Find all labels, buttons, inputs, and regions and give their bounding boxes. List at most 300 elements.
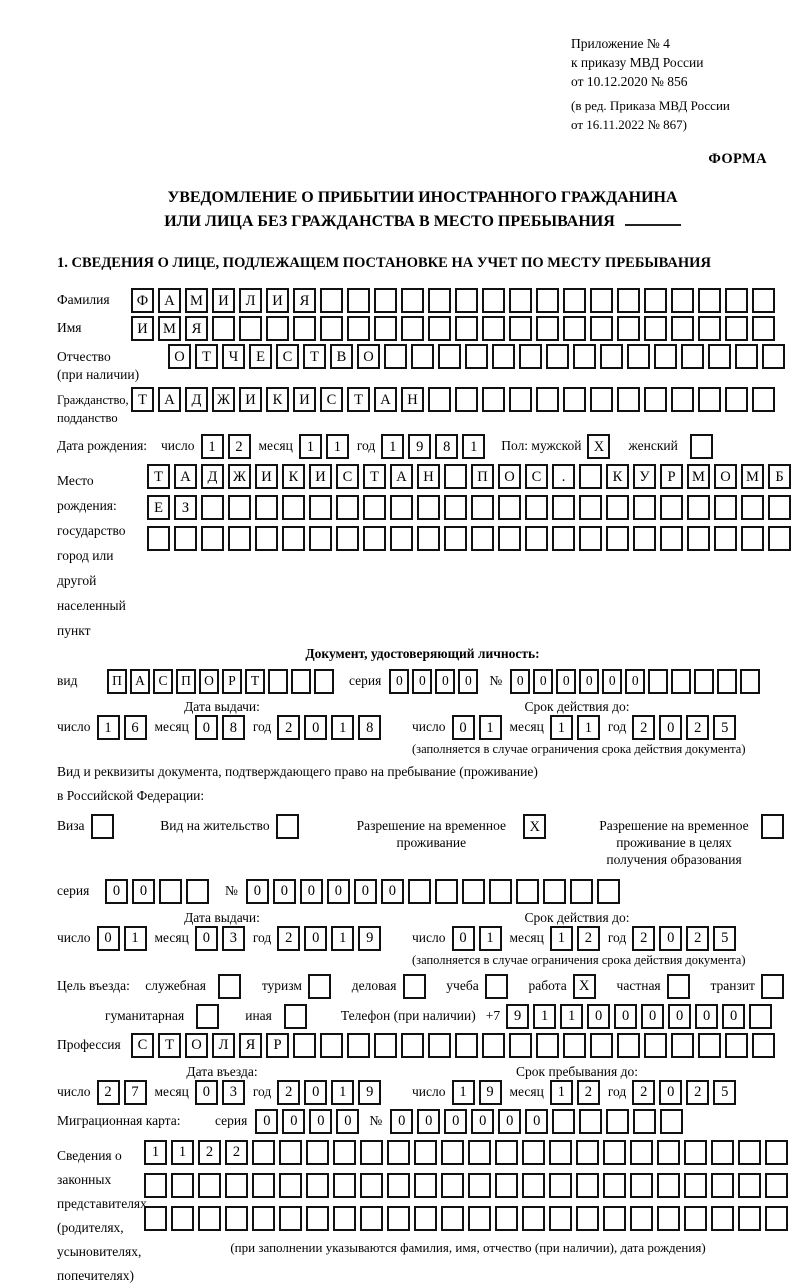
char-box[interactable]	[252, 1206, 275, 1231]
char-box-filled[interactable]: 0	[309, 1109, 332, 1134]
char-box[interactable]	[228, 495, 251, 520]
char-box[interactable]	[735, 344, 758, 369]
char-box[interactable]	[509, 288, 532, 313]
checkbox[interactable]	[690, 434, 713, 459]
checkbox[interactable]	[196, 1004, 219, 1029]
char-box-filled[interactable]: М	[687, 464, 710, 489]
char-box-filled[interactable]: П	[107, 669, 127, 694]
char-box[interactable]	[186, 879, 209, 904]
char-box[interactable]	[309, 526, 332, 551]
char-box[interactable]	[725, 288, 748, 313]
checkbox[interactable]	[761, 814, 784, 839]
char-box[interactable]	[522, 1206, 545, 1231]
char-box[interactable]	[384, 344, 407, 369]
char-box[interactable]	[708, 344, 731, 369]
char-box[interactable]	[660, 526, 683, 551]
char-box-filled[interactable]: 1	[144, 1140, 167, 1165]
char-box[interactable]	[590, 387, 613, 412]
char-box-filled[interactable]: 0	[444, 1109, 467, 1134]
checkbox[interactable]	[218, 974, 241, 999]
char-box-filled[interactable]: А	[174, 464, 197, 489]
char-box[interactable]	[563, 288, 586, 313]
char-box-filled[interactable]: Т	[347, 387, 370, 412]
char-box-filled[interactable]: М	[158, 316, 181, 341]
char-box[interactable]	[428, 1033, 451, 1058]
char-box[interactable]	[711, 1173, 734, 1198]
char-box-filled[interactable]: 8	[435, 434, 458, 459]
char-box-filled[interactable]: 0	[602, 669, 622, 694]
char-box-filled[interactable]: 1	[326, 434, 349, 459]
char-box-filled[interactable]: Т	[158, 1033, 181, 1058]
char-box[interactable]	[552, 1109, 575, 1134]
char-box[interactable]	[684, 1140, 707, 1165]
char-box-filled[interactable]: 1	[533, 1004, 556, 1029]
char-box[interactable]	[725, 316, 748, 341]
char-box[interactable]	[471, 495, 494, 520]
char-box[interactable]	[617, 1033, 640, 1058]
char-box[interactable]	[525, 526, 548, 551]
char-box-filled[interactable]: У	[633, 464, 656, 489]
char-box[interactable]	[536, 387, 559, 412]
checkbox-filled[interactable]: X	[573, 974, 596, 999]
char-box[interactable]	[671, 288, 694, 313]
char-box[interactable]	[660, 495, 683, 520]
char-box[interactable]	[314, 669, 334, 694]
char-box-filled[interactable]: Т	[363, 464, 386, 489]
char-box[interactable]	[417, 495, 440, 520]
char-box[interactable]	[374, 316, 397, 341]
char-box[interactable]	[741, 526, 764, 551]
char-box[interactable]	[765, 1140, 788, 1165]
char-box[interactable]	[648, 669, 668, 694]
char-box[interactable]	[441, 1173, 464, 1198]
char-box-filled[interactable]: А	[158, 288, 181, 313]
char-box-filled[interactable]: И	[309, 464, 332, 489]
char-box-filled[interactable]: Е	[147, 495, 170, 520]
char-box-filled[interactable]: С	[131, 1033, 154, 1058]
char-box-filled[interactable]: Л	[239, 288, 262, 313]
char-box-filled[interactable]: С	[320, 387, 343, 412]
char-box[interactable]	[414, 1206, 437, 1231]
char-box-filled[interactable]: 0	[255, 1109, 278, 1134]
char-box[interactable]	[201, 495, 224, 520]
checkbox-filled[interactable]: X	[523, 814, 546, 839]
char-box[interactable]	[657, 1206, 680, 1231]
char-box[interactable]	[509, 316, 532, 341]
char-box[interactable]	[468, 1173, 491, 1198]
char-box[interactable]	[363, 495, 386, 520]
char-box-filled[interactable]: 0	[722, 1004, 745, 1029]
char-box[interactable]	[711, 1206, 734, 1231]
char-box-filled[interactable]: 2	[686, 715, 709, 740]
char-box[interactable]	[482, 288, 505, 313]
char-box[interactable]	[509, 1033, 532, 1058]
char-box[interactable]	[374, 288, 397, 313]
char-box-filled[interactable]: Е	[249, 344, 272, 369]
checkbox[interactable]	[403, 974, 426, 999]
char-box[interactable]	[590, 316, 613, 341]
char-box[interactable]	[644, 316, 667, 341]
char-box[interactable]	[255, 526, 278, 551]
char-box[interactable]	[725, 1033, 748, 1058]
char-box-filled[interactable]: 1	[171, 1140, 194, 1165]
char-box[interactable]	[465, 344, 488, 369]
char-box[interactable]	[768, 526, 791, 551]
char-box[interactable]	[576, 1206, 599, 1231]
char-box-filled[interactable]: 0	[625, 669, 645, 694]
char-box-filled[interactable]: Н	[401, 387, 424, 412]
char-box-filled[interactable]: Р	[222, 669, 242, 694]
char-box[interactable]	[563, 387, 586, 412]
char-box[interactable]	[444, 526, 467, 551]
char-box[interactable]	[698, 288, 721, 313]
char-box[interactable]	[282, 526, 305, 551]
char-box[interactable]	[293, 316, 316, 341]
char-box[interactable]	[579, 1109, 602, 1134]
char-box[interactable]	[657, 1140, 680, 1165]
char-box-filled[interactable]: 1	[299, 434, 322, 459]
char-box[interactable]	[428, 288, 451, 313]
char-box-filled[interactable]: И	[212, 288, 235, 313]
char-box[interactable]	[408, 879, 431, 904]
char-box-filled[interactable]: 0	[659, 715, 682, 740]
char-box-filled[interactable]: 5	[713, 1080, 736, 1105]
char-box[interactable]	[579, 464, 602, 489]
char-box[interactable]	[144, 1173, 167, 1198]
char-box-filled[interactable]: 1	[462, 434, 485, 459]
char-box-filled[interactable]: 0	[668, 1004, 691, 1029]
char-box[interactable]	[536, 1033, 559, 1058]
char-box-filled[interactable]: 1	[331, 715, 354, 740]
char-box[interactable]	[387, 1206, 410, 1231]
char-box-filled[interactable]: П	[176, 669, 196, 694]
char-box[interactable]	[462, 879, 485, 904]
char-box[interactable]	[498, 495, 521, 520]
char-box-filled[interactable]: М	[741, 464, 764, 489]
char-box-filled[interactable]: 0	[614, 1004, 637, 1029]
char-box[interactable]	[627, 344, 650, 369]
char-box[interactable]	[252, 1173, 275, 1198]
char-box-filled[interactable]: 1	[550, 1080, 573, 1105]
char-box[interactable]	[417, 526, 440, 551]
char-box[interactable]	[360, 1173, 383, 1198]
char-box-filled[interactable]: 5	[713, 715, 736, 740]
char-box[interactable]	[687, 495, 710, 520]
char-box-filled[interactable]: 0	[435, 669, 455, 694]
char-box[interactable]	[306, 1206, 329, 1231]
char-box-filled[interactable]: 0	[579, 669, 599, 694]
char-box[interactable]	[740, 669, 760, 694]
char-box-filled[interactable]: 0	[587, 1004, 610, 1029]
char-box-filled[interactable]: 9	[408, 434, 431, 459]
char-box[interactable]	[738, 1140, 761, 1165]
char-box-filled[interactable]: О	[185, 1033, 208, 1058]
char-box-filled[interactable]: О	[199, 669, 219, 694]
char-box[interactable]	[752, 1033, 775, 1058]
char-box-filled[interactable]: 0	[304, 926, 327, 951]
char-box[interactable]	[306, 1140, 329, 1165]
char-box[interactable]	[374, 1033, 397, 1058]
char-box[interactable]	[252, 1140, 275, 1165]
char-box[interactable]	[606, 1109, 629, 1134]
char-box[interactable]	[471, 526, 494, 551]
char-box[interactable]	[606, 495, 629, 520]
char-box-filled[interactable]: 1	[201, 434, 224, 459]
char-box[interactable]	[333, 1140, 356, 1165]
char-box[interactable]	[509, 387, 532, 412]
char-box[interactable]	[212, 316, 235, 341]
char-box-filled[interactable]: 2	[225, 1140, 248, 1165]
char-box[interactable]	[603, 1206, 626, 1231]
char-box[interactable]	[255, 495, 278, 520]
char-box[interactable]	[239, 316, 262, 341]
char-box-filled[interactable]: 0	[246, 879, 269, 904]
char-box-filled[interactable]: 0	[659, 926, 682, 951]
char-box[interactable]	[630, 1206, 653, 1231]
char-box[interactable]	[347, 288, 370, 313]
char-box[interactable]	[765, 1173, 788, 1198]
char-box[interactable]	[549, 1140, 572, 1165]
char-box[interactable]	[576, 1140, 599, 1165]
char-box-filled[interactable]: О	[357, 344, 380, 369]
char-box[interactable]	[489, 879, 512, 904]
char-box[interactable]	[306, 1173, 329, 1198]
char-box[interactable]	[198, 1206, 221, 1231]
char-box-filled[interactable]: Ч	[222, 344, 245, 369]
char-box[interactable]	[171, 1173, 194, 1198]
char-box[interactable]	[414, 1173, 437, 1198]
char-box[interactable]	[768, 495, 791, 520]
char-box-filled[interactable]: 0	[525, 1109, 548, 1134]
char-box[interactable]	[752, 316, 775, 341]
char-box[interactable]	[228, 526, 251, 551]
char-box-filled[interactable]: Д	[201, 464, 224, 489]
char-box[interactable]	[455, 1033, 478, 1058]
char-box-filled[interactable]: 9	[506, 1004, 529, 1029]
char-box[interactable]	[522, 1140, 545, 1165]
char-box-filled[interactable]: Д	[185, 387, 208, 412]
char-box[interactable]	[309, 495, 332, 520]
char-box-filled[interactable]: 1	[550, 926, 573, 951]
char-box-filled[interactable]: 1	[560, 1004, 583, 1029]
char-box-filled[interactable]: 0	[452, 715, 475, 740]
char-box[interactable]	[671, 316, 694, 341]
char-box[interactable]	[711, 1140, 734, 1165]
char-box[interactable]	[147, 526, 170, 551]
char-box[interactable]	[725, 387, 748, 412]
char-box-filled[interactable]: 1	[550, 715, 573, 740]
char-box-filled[interactable]: Т	[131, 387, 154, 412]
char-box[interactable]	[387, 1140, 410, 1165]
char-box[interactable]	[603, 1140, 626, 1165]
checkbox-filled[interactable]: X	[587, 434, 610, 459]
char-box[interactable]	[333, 1173, 356, 1198]
char-box[interactable]	[159, 879, 182, 904]
char-box[interactable]	[597, 879, 620, 904]
char-box[interactable]	[606, 526, 629, 551]
char-box[interactable]	[752, 288, 775, 313]
char-box-filled[interactable]: 1	[577, 715, 600, 740]
char-box-filled[interactable]: О	[714, 464, 737, 489]
checkbox[interactable]	[667, 974, 690, 999]
char-box-filled[interactable]: 7	[124, 1080, 147, 1105]
char-box[interactable]	[633, 1109, 656, 1134]
char-box[interactable]	[444, 495, 467, 520]
char-box[interactable]	[411, 344, 434, 369]
char-box-filled[interactable]: 2	[97, 1080, 120, 1105]
char-box-filled[interactable]: 0	[390, 1109, 413, 1134]
char-box[interactable]	[279, 1140, 302, 1165]
char-box-filled[interactable]: 9	[479, 1080, 502, 1105]
char-box-filled[interactable]: .	[552, 464, 575, 489]
char-box-filled[interactable]: И	[239, 387, 262, 412]
char-box[interactable]	[590, 1033, 613, 1058]
char-box-filled[interactable]: Н	[417, 464, 440, 489]
char-box[interactable]	[320, 316, 343, 341]
char-box-filled[interactable]: 0	[381, 879, 404, 904]
char-box-filled[interactable]: 0	[132, 879, 155, 904]
char-box-filled[interactable]: 1	[479, 715, 502, 740]
char-box[interactable]	[401, 1033, 424, 1058]
char-box-filled[interactable]: И	[255, 464, 278, 489]
char-box[interactable]	[401, 316, 424, 341]
char-box[interactable]	[762, 344, 785, 369]
char-box[interactable]	[347, 1033, 370, 1058]
char-box[interactable]	[644, 288, 667, 313]
char-box[interactable]	[282, 495, 305, 520]
char-box-filled[interactable]: С	[153, 669, 173, 694]
char-box[interactable]	[617, 288, 640, 313]
char-box-filled[interactable]: 2	[686, 926, 709, 951]
char-box-filled[interactable]: С	[276, 344, 299, 369]
char-box-filled[interactable]: 1	[452, 1080, 475, 1105]
char-box-filled[interactable]: 2	[632, 715, 655, 740]
char-box[interactable]	[536, 288, 559, 313]
char-box-filled[interactable]: 0	[195, 715, 218, 740]
char-box[interactable]	[441, 1206, 464, 1231]
char-box-filled[interactable]: В	[330, 344, 353, 369]
char-box[interactable]	[671, 1033, 694, 1058]
char-box[interactable]	[336, 495, 359, 520]
char-box-filled[interactable]: 0	[458, 669, 478, 694]
char-box[interactable]	[428, 387, 451, 412]
char-box-filled[interactable]: 8	[222, 715, 245, 740]
char-box[interactable]	[495, 1140, 518, 1165]
char-box[interactable]	[225, 1206, 248, 1231]
char-box-filled[interactable]: Т	[245, 669, 265, 694]
char-box[interactable]	[579, 495, 602, 520]
char-box-filled[interactable]: 0	[282, 1109, 305, 1134]
char-box[interactable]	[684, 1173, 707, 1198]
char-box[interactable]	[516, 879, 539, 904]
char-box[interactable]	[144, 1206, 167, 1231]
char-box[interactable]	[414, 1140, 437, 1165]
char-box-filled[interactable]: 2	[686, 1080, 709, 1105]
char-box[interactable]	[765, 1206, 788, 1231]
char-box-filled[interactable]: 0	[695, 1004, 718, 1029]
char-box[interactable]	[320, 288, 343, 313]
char-box[interactable]	[657, 1173, 680, 1198]
char-box[interactable]	[630, 1173, 653, 1198]
char-box[interactable]	[435, 879, 458, 904]
char-box-filled[interactable]: 0	[336, 1109, 359, 1134]
char-box-filled[interactable]: 2	[577, 926, 600, 951]
char-box[interactable]	[482, 387, 505, 412]
char-box-filled[interactable]: 2	[277, 715, 300, 740]
char-box[interactable]	[268, 669, 288, 694]
char-box-filled[interactable]: 0	[327, 879, 350, 904]
char-box-filled[interactable]: И	[266, 288, 289, 313]
char-box[interactable]	[455, 288, 478, 313]
char-box-filled[interactable]: Я	[185, 316, 208, 341]
char-box-filled[interactable]: Р	[266, 1033, 289, 1058]
char-box[interactable]	[714, 526, 737, 551]
char-box[interactable]	[266, 316, 289, 341]
char-box-filled[interactable]: 9	[358, 1080, 381, 1105]
char-box[interactable]	[363, 526, 386, 551]
char-box-filled[interactable]: 2	[577, 1080, 600, 1105]
checkbox[interactable]	[485, 974, 508, 999]
char-box[interactable]	[671, 387, 694, 412]
checkbox[interactable]	[761, 974, 784, 999]
char-box[interactable]	[360, 1140, 383, 1165]
char-box[interactable]	[576, 1173, 599, 1198]
char-box-filled[interactable]: 3	[222, 926, 245, 951]
char-box-filled[interactable]: 0	[417, 1109, 440, 1134]
char-box-filled[interactable]: 8	[358, 715, 381, 740]
char-box[interactable]	[438, 344, 461, 369]
char-box-filled[interactable]: 1	[331, 1080, 354, 1105]
char-box[interactable]	[738, 1173, 761, 1198]
char-box[interactable]	[549, 1206, 572, 1231]
char-box-filled[interactable]: 1	[479, 926, 502, 951]
char-box[interactable]	[428, 316, 451, 341]
char-box-filled[interactable]: З	[174, 495, 197, 520]
char-box[interactable]	[347, 316, 370, 341]
char-box[interactable]	[543, 879, 566, 904]
char-box[interactable]	[749, 1004, 772, 1029]
char-box[interactable]	[519, 344, 542, 369]
char-box[interactable]	[630, 1140, 653, 1165]
char-box-filled[interactable]: 0	[471, 1109, 494, 1134]
char-box[interactable]	[279, 1206, 302, 1231]
char-box[interactable]	[336, 526, 359, 551]
char-box-filled[interactable]: А	[130, 669, 150, 694]
char-box[interactable]	[291, 669, 311, 694]
char-box-filled[interactable]: Л	[212, 1033, 235, 1058]
char-box-filled[interactable]: М	[185, 288, 208, 313]
char-box-filled[interactable]: 1	[124, 926, 147, 951]
char-box-filled[interactable]: 2	[632, 1080, 655, 1105]
char-box[interactable]	[495, 1206, 518, 1231]
char-box-filled[interactable]: 0	[105, 879, 128, 904]
char-box[interactable]	[522, 1173, 545, 1198]
char-box-filled[interactable]: П	[471, 464, 494, 489]
char-box[interactable]	[633, 526, 656, 551]
char-box-filled[interactable]: С	[525, 464, 548, 489]
char-box[interactable]	[644, 1033, 667, 1058]
char-box[interactable]	[525, 495, 548, 520]
char-box[interactable]	[698, 1033, 721, 1058]
char-box[interactable]	[390, 495, 413, 520]
char-box[interactable]	[617, 387, 640, 412]
char-box-filled[interactable]: Ж	[212, 387, 235, 412]
char-box[interactable]	[698, 316, 721, 341]
char-box-filled[interactable]: 9	[358, 926, 381, 951]
char-box[interactable]	[717, 669, 737, 694]
char-box-filled[interactable]: Т	[195, 344, 218, 369]
char-box[interactable]	[546, 344, 569, 369]
